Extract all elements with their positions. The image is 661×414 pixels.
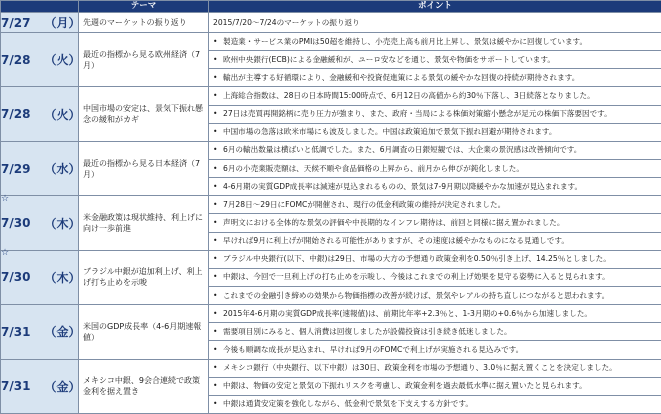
table-row [1, 359, 661, 377]
table-row [1, 305, 661, 323]
point-cell [209, 377, 661, 395]
table-row [1, 196, 661, 214]
table-row [1, 33, 661, 51]
bullet-icon: • [213, 199, 218, 209]
point-text: 欧州中央銀行(ECB)による金融緩和が、ユーロ安などを通じ、景気や物価をサポートしています。 [223, 54, 555, 64]
theme-cell: 中国市場の安定は、景気下振れ懸念の緩和がカギ [79, 87, 209, 141]
point-cell [209, 287, 661, 305]
point-cell [209, 33, 661, 51]
theme-cell: 最近の指標から見る欧州経済（7月） [79, 33, 209, 87]
point-text: 6月の小売業販売額は、天候不順や食品価格の上昇から、前月から伸びが鈍化しました。 [223, 163, 524, 173]
point-text: 中国市場の急落は欧米市場にも波及しました。中国は政策追加で景気下振れ回避が期待されます。 [223, 127, 557, 137]
date-wrap [1, 106, 81, 123]
bullet-icon: • [213, 218, 218, 227]
point-text: 今後も順調な成長が見込まれ、早ければ9月のFOMCで利上げが実施される見込みです。 [223, 344, 524, 354]
date-line [1, 323, 81, 340]
header-theme: テーマ [79, 1, 209, 13]
point-cell [209, 395, 661, 413]
bullet-icon: • [213, 272, 218, 282]
bullet-icon: • [213, 145, 218, 155]
date-cell [1, 141, 79, 195]
date-cell [1, 87, 79, 141]
point-text: 2015年4-6月期の実質GDP成長率(速報値)は、前期比年率+2.3％と、1-3月期の+0.6％から加速しました。 [223, 308, 593, 318]
date-wrap [1, 247, 81, 286]
date-label: 7/28 [1, 107, 31, 122]
bullet-icon: • [213, 399, 218, 409]
point-cell [209, 359, 661, 377]
date-label: 7/31 [1, 324, 31, 339]
point-text: 7月28日～29日にFOMCが開催され、現行の低金利政策の維持が決定されました。 [223, 199, 506, 209]
date-cell [1, 359, 79, 413]
point-text: 製造業・サービス業のPMIは50超を維持し、小売売上高も前月比上昇し、景気は緩やかに回復しています。 [223, 36, 588, 46]
bullet-icon: • [213, 344, 218, 354]
point-text: これまでの金融引き締めの効果から物価指標の改善が続けば、景気やレアルの持ち直しにつながると思われます。 [223, 290, 610, 300]
star-mark: ☆ [1, 193, 10, 204]
date-wrap [1, 51, 81, 68]
point-text: 需要項目別にみると、個人消費は回復しましたが設備投資は引き続き低迷しました。 [223, 326, 512, 336]
bullet-icon: • [213, 181, 218, 191]
theme-cell: メキシコ中銀、9会合連続で政策金利を据え置き [79, 359, 209, 413]
date-wrap [1, 160, 81, 177]
date-wrap [1, 193, 81, 232]
date-line [1, 51, 81, 68]
weekday-label: （木） [44, 270, 81, 285]
weekday-label: （火） [44, 107, 81, 122]
table-row [1, 87, 661, 105]
point-cell [209, 196, 661, 214]
bullet-icon: • [213, 54, 218, 64]
date-label: 7/29 [1, 161, 31, 176]
point-text: 上海総合指数は、28日の日本時間15:00時点で、6月12日の高値から約30％下落し、3日続落となりました。 [223, 91, 595, 101]
date-line [1, 106, 81, 123]
point-cell [209, 305, 661, 323]
star-mark: ☆ [1, 247, 10, 258]
date-label: 7/30 [1, 270, 31, 285]
theme-cell: 最近の指標から見る日本経済（7月） [79, 141, 209, 195]
point-text: メキシコ銀行（中央銀行、以下中銀）は30日、政策金利を市場の予想通り、3.0％に据え置くことを決定しました。 [223, 363, 617, 373]
table-row [1, 141, 661, 159]
weekday-label: （木） [44, 216, 81, 231]
date-line [1, 378, 81, 395]
point-text: 中銀は通貨安定策を強化しながら、低金利で景気を下支えする方針です。 [223, 399, 473, 409]
point-text: 6月の輸出数量は横ばいと低調でした。また、6月調査の日銀短観では、大企業の景況感は改善傾向です。 [223, 145, 582, 155]
date-cell [1, 33, 79, 87]
point-cell [209, 323, 661, 341]
table-row [1, 13, 661, 33]
point-cell [209, 214, 661, 232]
bullet-icon: • [213, 72, 218, 82]
bullet-icon: • [213, 381, 218, 391]
point-cell [209, 123, 661, 141]
bullet-icon: • [213, 127, 218, 137]
theme-cell: 先週のマーケットの振り返り [79, 13, 209, 33]
point-cell [209, 141, 661, 159]
date-cell [1, 193, 81, 250]
weekday-label: （火） [44, 53, 81, 68]
date-cell [1, 305, 79, 359]
date-line [1, 269, 81, 286]
date-line [1, 160, 81, 177]
bullet-icon: • [213, 236, 218, 246]
theme-cell: 米金融政策は現状維持、利上げに向け一歩前進 [79, 196, 209, 250]
date-label: 7/30 [1, 216, 31, 230]
header-point: ポイント [209, 1, 661, 13]
date-wrap [1, 323, 81, 340]
date-cell [1, 247, 81, 304]
bullet-icon: • [213, 326, 218, 336]
bullet-icon: • [213, 109, 218, 119]
bullet-icon: • [213, 290, 218, 300]
weekday-label: （金） [44, 379, 81, 394]
bullet-icon: • [213, 36, 218, 46]
point-cell [209, 105, 661, 123]
point-cell [209, 232, 661, 250]
date-label: 7/31 [1, 379, 31, 394]
point-text: 中銀は、物価の安定と景気の下振れリスクを考慮し、政策金利を過去最低水準に据え置いたと見られます。 [223, 381, 587, 391]
date-cell [1, 13, 79, 33]
bullet-icon: • [213, 254, 218, 264]
theme-cell: ブラジル中銀が追加利上げ、利上げ打ち止めを示唆 [79, 250, 209, 304]
point-text: 中銀は、今回で一旦利上げの打ち止めを示唆し、今後はこれまでの利上げ効果を見守る姿勢に入ると見られます。 [223, 272, 610, 282]
date-line [1, 14, 81, 31]
point-text: 2015/7/20～7/24のマーケットの振り返り [213, 17, 360, 27]
point-text: 早ければ9月に利上げが開始される可能性がありますが、その速度は緩やかなものになる見通しです。 [223, 236, 569, 246]
point-cell [209, 87, 661, 105]
weekday-label: （水） [44, 162, 81, 177]
bullet-icon: • [213, 163, 218, 173]
date-line [1, 215, 81, 232]
date-wrap [1, 378, 81, 395]
point-text: 輸出が主導する好循環により、金融緩和や投資促進策による景気の緩やかな回復の持続が期待されます。 [223, 72, 580, 82]
date-wrap [1, 14, 81, 31]
bullet-icon: • [213, 91, 218, 101]
date-label: 7/28 [1, 52, 31, 67]
point-cell [209, 69, 661, 87]
weekday-label: （月） [44, 16, 81, 31]
bullet-icon: • [213, 308, 218, 318]
point-cell [209, 51, 661, 69]
point-text: 27日は売買再開銘柄に売り圧力が強まり、また、政府・当局による株価対策縮小懸念が足元の株価下落要因です。 [223, 109, 612, 119]
point-cell [209, 178, 661, 196]
point-cell [209, 341, 661, 359]
date-label: 7/27 [1, 15, 31, 30]
point-text: 4-6月期の実質GDP成長率は減速が見込まれるものの、景気は7-9月期以降緩やかな加速が見込まれます。 [223, 181, 583, 191]
header-date [1, 1, 79, 13]
point-cell [209, 250, 661, 268]
bullet-icon: • [213, 363, 218, 373]
point-text: ブラジル中央銀行(以下、中銀)は29日、市場の大方の予想通り政策金利を0.50％引き上げ、14.25％としました。 [223, 254, 611, 264]
table-row [1, 250, 661, 268]
point-text: 声明文における全体的な景気の評価や中長期的なインフレ期待は、前回と同様に据え置かれました。 [223, 218, 565, 227]
theme-cell: 米国のGDP成長率（4-6月期速報値） [79, 305, 209, 359]
point-cell [209, 160, 661, 178]
point-cell [209, 13, 661, 33]
header-row [1, 1, 661, 13]
weekday-label: （金） [44, 325, 81, 340]
point-cell [209, 268, 661, 286]
